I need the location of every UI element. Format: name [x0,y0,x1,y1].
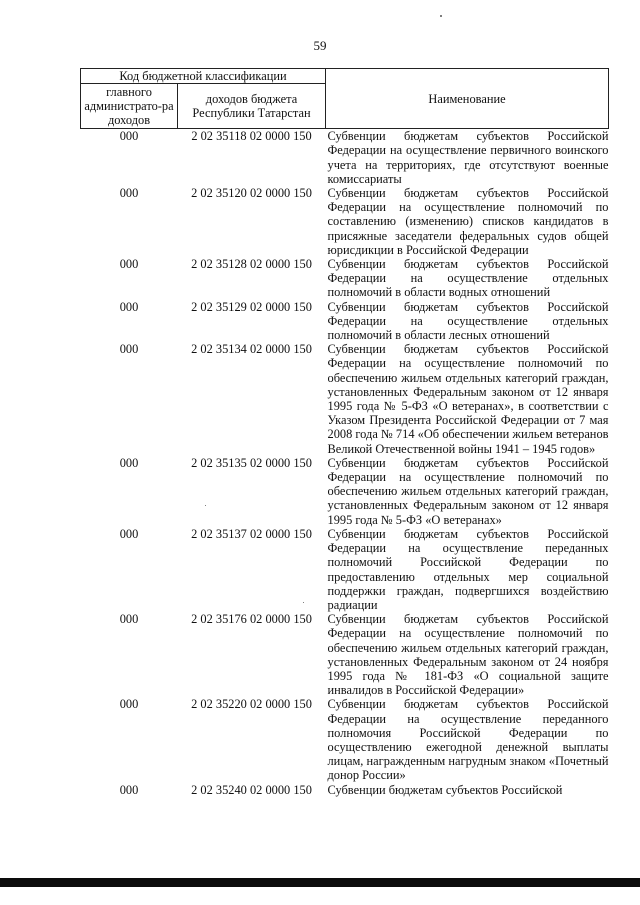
header-revenue-code: доходов бюджета Республики Татарстан [178,84,326,129]
row-admin-code: 000 [119,299,139,314]
row-revenue-code: 2 02 35128 02 0000 150 [191,257,312,272]
table-row [81,527,609,612]
header-name: Наименование [326,69,609,129]
table-row [81,456,609,527]
row-name: Субвенции бюджетам субъектов Российской Федерации на осуществление полномочий по обеспечению жильем отдельных категорий граждан, установленных Федеральным законом от 12 января 1995 года № 5-ФЗ «О ветеранах» [327,455,609,527]
row-name: Субвенции бюджетам субъектов Российской Федерации на осуществление полномочий по обеспечению жильем отдельных категорий граждан, установленных Федеральным законом от 12 января 1995 года № 5-ФЗ «О ветеранах», в соответствии с Указом Президента Российской Федерации от 7 мая 2008 года № 714 «Об обеспечении жильем ветеранов Великой Отечественной войны 1941 – 1945 годов» [327,342,609,456]
table-row [81,783,609,797]
row-revenue-code: 2 02 35176 02 0000 150 [191,612,312,627]
scan-speck [440,15,442,17]
row-admin-code: 000 [119,612,139,627]
row-revenue-code: 2 02 35129 02 0000 150 [191,299,312,314]
row-name: Субвенции бюджетам субъектов Российской [327,782,563,797]
scan-speck [303,602,304,603]
table-row [81,129,609,186]
scan-speck [205,505,206,506]
row-revenue-code: 2 02 35220 02 0000 150 [191,697,312,712]
row-name: Субвенции бюджетам субъектов Российской Федерации на осуществление отдельных полномочий в области водных отношений [327,257,609,300]
row-name: Субвенции бюджетам субъектов Российской Федерации на осуществление переданных полномочий Российской Федерации по предоставлению отдельных мер социальной поддержки граждан, подвергшихся воздействию радиации [327,526,609,612]
scan-bottom-edge [0,878,640,887]
budget-classification-table [80,68,609,797]
table-header [81,69,609,129]
row-name: Субвенции бюджетам субъектов Российской Федерации на осуществление полномочий по составлению (изменению) списков кандидатов в присяжные заседатели федеральных судов общей юрисдикции в Российской Федерации [327,186,609,257]
table-row [81,612,609,697]
row-admin-code: 000 [119,186,139,201]
header-budget-classification-code: Код бюджетной классификации [81,69,326,84]
table-row [81,186,609,257]
row-name: Субвенции бюджетам субъектов Российской Федерации на осуществление полномочий по обеспечению жильем отдельных категорий граждан, установленных Федеральным законом от 24 ноября 1995 года № 181-ФЗ «О социальной защите инвалидов в Российской Федерации» [327,612,609,698]
row-admin-code: 000 [119,697,139,712]
row-admin-code: 000 [119,455,139,470]
row-revenue-code: 2 02 35137 02 0000 150 [191,526,312,541]
row-name: Субвенции бюджетам субъектов Российской Федерации на осуществление переданного полномочия Российской Федерации по осуществлению ежегодной денежной выплаты лицам, награжденным нагрудным знаком «Почетный донор России» [327,697,609,783]
row-name: Субвенции бюджетам субъектов Российской Федерации на осуществление первичного воинского учета на территориях, где отсутствуют военные комиссариаты [327,129,609,186]
row-revenue-code: 2 02 35120 02 0000 150 [191,186,312,201]
table-row [81,342,609,456]
table-row [81,257,609,300]
table-body [81,129,609,797]
table-row [81,697,609,782]
row-admin-code: 000 [119,342,139,357]
row-revenue-code: 2 02 35118 02 0000 150 [191,129,312,144]
row-admin-code: 000 [119,526,139,541]
row-revenue-code: 2 02 35134 02 0000 150 [191,342,312,357]
row-revenue-code: 2 02 35135 02 0000 150 [191,455,312,470]
row-admin-code: 000 [119,782,139,797]
row-admin-code: 000 [119,257,139,272]
row-name: Субвенции бюджетам субъектов Российской Федерации на осуществление отдельных полномочий в области лесных отношений [327,299,609,343]
table-row [81,300,609,343]
row-admin-code: 000 [119,129,139,144]
header-main-administrator: главного администрато-ра доходов [81,84,178,129]
row-revenue-code: 2 02 35240 02 0000 150 [191,782,312,797]
page-number: 59 [313,38,327,53]
